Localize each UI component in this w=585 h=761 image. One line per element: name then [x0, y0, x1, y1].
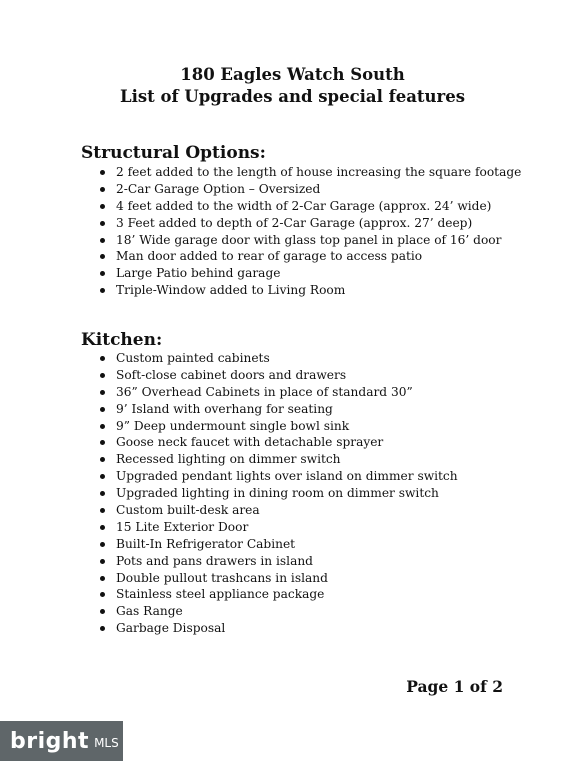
bullet-icon: [100, 592, 105, 597]
list-item: [0, 468, 585, 485]
page-title-line-1: 180 Eagles Watch South: [180, 65, 405, 84]
bullet-icon: [100, 525, 105, 530]
list-item: [0, 536, 585, 553]
list-item-text: 3 Feet added to depth of 2-Car Garage (approx. 27’ deep): [116, 215, 473, 230]
list-item: [0, 181, 585, 198]
list-item-text: 9” Deep undermount single bowl sink: [116, 418, 350, 433]
list-item: [0, 164, 585, 181]
list-item-text: Custom built-desk area: [116, 503, 260, 518]
bullet-icon: [100, 254, 105, 259]
list-item-text: Upgraded lighting in dining room on dimmer switch: [116, 486, 439, 501]
bullet-icon: [100, 491, 105, 496]
list-item: [0, 401, 585, 418]
list-item-text: Built-In Refrigerator Cabinet: [116, 536, 296, 551]
list-item-text: 36” Overhead Cabinets in place of standard 30”: [116, 384, 413, 399]
list-item-text: Upgraded pendant lights over island on dimmer switch: [116, 469, 458, 484]
bullet-icon: [100, 238, 105, 243]
list-item-text: Man door added to rear of garage to access patio: [116, 249, 423, 264]
list-item: [0, 198, 585, 215]
bullet-icon: [100, 187, 105, 192]
list-item-text: Garbage Disposal: [116, 621, 226, 636]
list-item: [0, 215, 585, 232]
list-item: [0, 434, 585, 451]
list-item-text: Double pullout trashcans in island: [116, 570, 328, 585]
list-item: [0, 282, 585, 299]
structural-options-heading: Structural Options:: [81, 143, 266, 163]
bullet-icon: [100, 221, 105, 226]
bullet-icon: [100, 390, 105, 395]
bullet-icon: [100, 559, 105, 564]
list-item-text: Goose neck faucet with detachable sprayer: [116, 435, 384, 450]
list-item: [0, 451, 585, 468]
list-item: [0, 519, 585, 536]
list-item: [0, 553, 585, 570]
list-item-text: 2 feet added to the length of house increasing the square footage: [116, 165, 522, 179]
list-item: [0, 418, 585, 435]
bright-mls-watermark: [0, 721, 123, 761]
list-item-text: 2-Car Garage Option – Oversized: [116, 181, 321, 196]
list-item-text: 4 feet added to the width of 2-Car Garage (approx. 24’ wide): [116, 198, 492, 213]
bullet-icon: [100, 356, 105, 361]
list-item: [0, 620, 585, 637]
list-item: [0, 367, 585, 384]
bullet-icon: [100, 407, 105, 412]
bullet-icon: [100, 609, 105, 614]
bullet-icon: [100, 373, 105, 378]
list-item: [0, 586, 585, 603]
bullet-icon: [100, 440, 105, 445]
bullet-icon: [100, 542, 105, 547]
list-item: [0, 248, 585, 265]
list-item-text: Triple-Window added to Living Room: [116, 283, 346, 298]
list-item-text: 15 Lite Exterior Door: [116, 519, 249, 534]
list-item: [0, 502, 585, 519]
bullet-icon: [100, 576, 105, 581]
list-item-text: Pots and pans drawers in island: [116, 553, 313, 568]
kitchen-list: [0, 350, 585, 637]
list-item: [0, 603, 585, 620]
bullet-icon: [100, 474, 105, 479]
bullet-icon: [100, 508, 105, 513]
list-item-text: Recessed lighting on dimmer switch: [116, 452, 341, 467]
bullet-icon: [100, 288, 105, 293]
list-item: [0, 384, 585, 401]
page-title-line-2: List of Upgrades and special features: [120, 87, 465, 106]
list-item: [0, 485, 585, 502]
kitchen-heading: Kitchen:: [81, 330, 163, 350]
structural-options-list: [0, 164, 585, 299]
list-item-text: 9’ Island with overhang for seating: [116, 401, 333, 416]
list-item-text: Large Patio behind garage: [116, 266, 281, 281]
bullet-icon: [100, 424, 105, 429]
list-item-text: 18’ Wide garage door with glass top panel in place of 16’ door: [116, 232, 502, 247]
bullet-icon: [100, 170, 105, 175]
list-item: [0, 350, 585, 367]
watermark-brand: bright: [10, 728, 90, 754]
list-item: [0, 232, 585, 249]
watermark-suffix: MLS: [94, 736, 119, 750]
bullet-icon: [100, 204, 105, 209]
bullet-icon: [100, 626, 105, 631]
bullet-icon: [100, 271, 105, 276]
page-number: Page 1 of 2: [406, 677, 503, 696]
list-item-text: Stainless steel appliance package: [116, 587, 325, 602]
list-item: [0, 265, 585, 282]
list-item: [0, 570, 585, 587]
list-item-text: Soft-close cabinet doors and drawers: [116, 367, 347, 382]
list-item-text: Gas Range: [116, 604, 183, 619]
bullet-icon: [100, 457, 105, 462]
list-item-text: Custom painted cabinets: [116, 351, 270, 365]
